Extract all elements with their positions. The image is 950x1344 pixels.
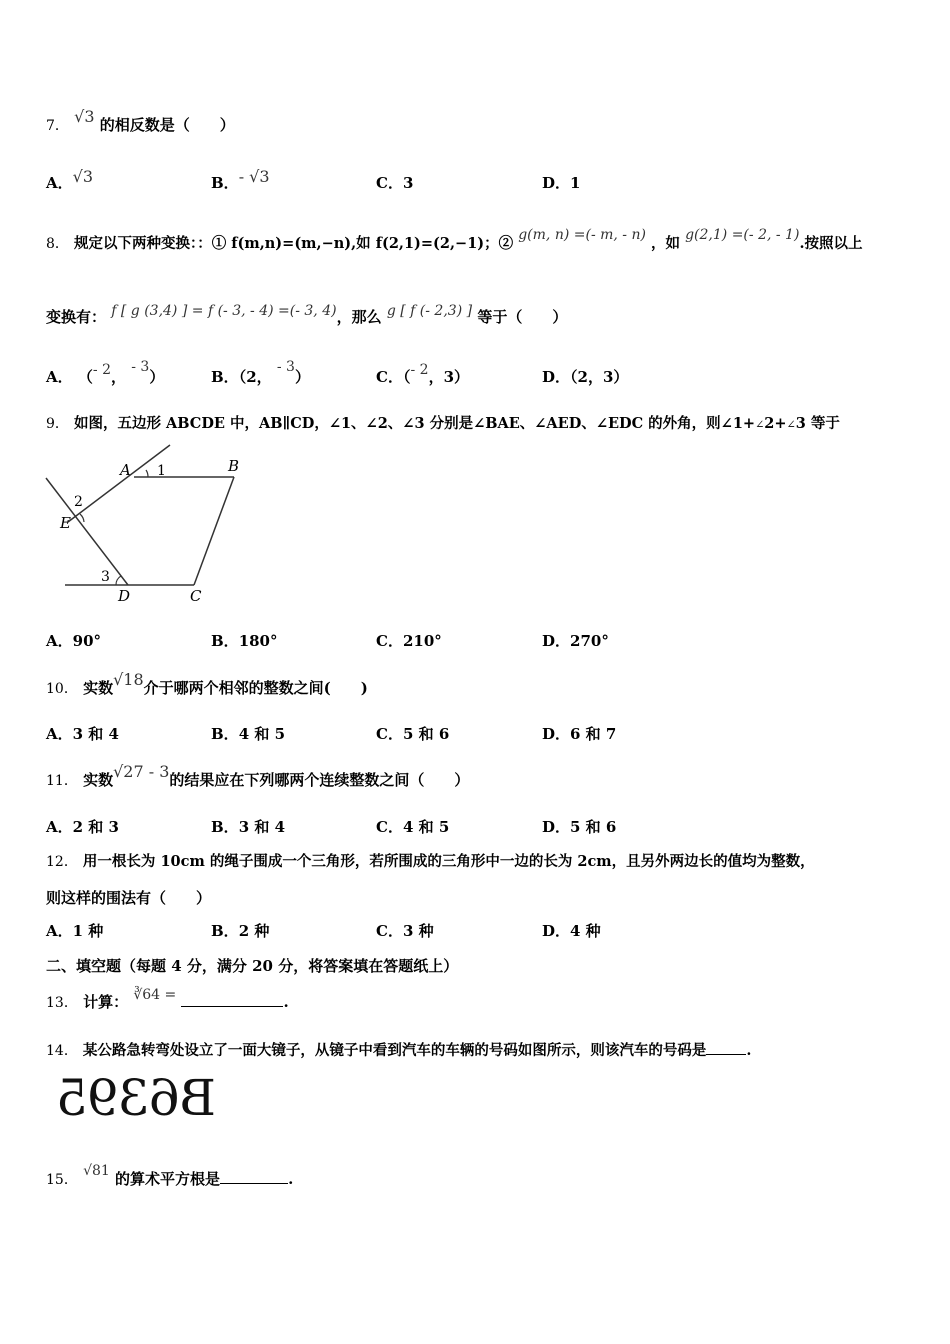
- question-text: 计算：: [83, 993, 129, 1011]
- option-label: B．: [211, 725, 239, 743]
- question-text: ∠: [786, 418, 796, 431]
- option-value: 210°: [402, 632, 442, 650]
- question-number: 8．: [46, 236, 69, 252]
- option-d: [542, 723, 616, 744]
- option-text: ，: [110, 368, 126, 386]
- question-number: 13．: [46, 995, 78, 1011]
- question-number: 12．: [46, 854, 78, 870]
- option-label: B．: [211, 818, 239, 836]
- question-number: 11．: [46, 773, 78, 789]
- question-text: 介于哪两个相邻的整数之间( ): [143, 679, 368, 697]
- option-value: 1 种: [72, 922, 104, 940]
- math-expression: √81: [83, 1163, 110, 1179]
- question-13: [46, 987, 289, 1012]
- option-a: [46, 167, 94, 193]
- question-14: [46, 1039, 751, 1060]
- option-value: 5 和 6: [570, 818, 617, 836]
- math-g-definition: g(m, n) =(- m, - n): [518, 227, 646, 243]
- option-a: [46, 920, 103, 941]
- option-b: [211, 359, 310, 387]
- option-label: B．: [211, 922, 239, 940]
- option-value: 270°: [570, 632, 609, 650]
- option-value: 3 和 4: [72, 725, 119, 743]
- question-text: 则这样的围法有（ ）: [46, 889, 212, 907]
- option-text: ）: [149, 368, 165, 386]
- question-text: 的结果应在下列哪两个连续整数之间（ ）: [169, 771, 470, 789]
- option-text: （2，: [238, 368, 272, 386]
- option-label: D．: [542, 725, 571, 743]
- question-number: 14．: [46, 1043, 78, 1059]
- option-b: [211, 723, 285, 744]
- option-label: B．: [211, 174, 239, 192]
- question-text: 某公路急转弯处设立了一面大镜子，从镜子中看到汽车的车辆的号码如图所示，则该汽车的号码是: [82, 1042, 707, 1059]
- option-label: A．: [46, 818, 73, 836]
- question-text: 3 等于: [795, 415, 840, 432]
- option-c: [376, 816, 449, 837]
- answer-blank[interactable]: [706, 1040, 746, 1055]
- angle-2-arc: [80, 514, 84, 522]
- segment-bc: [194, 477, 234, 585]
- angle-label-3: 3: [101, 569, 110, 585]
- option-text: ）: [294, 368, 310, 386]
- option-text: （2，3）: [570, 368, 629, 386]
- option-d: [542, 630, 609, 651]
- option-label: A．: [46, 174, 73, 192]
- option-value: 4 和 5: [402, 818, 450, 836]
- plate-number: B6395: [57, 1069, 216, 1127]
- question-10: [46, 670, 368, 698]
- option-text: ，3）: [428, 368, 469, 386]
- question-number: 7．: [46, 118, 69, 134]
- vertex-label-a: A: [120, 461, 131, 479]
- option-label: D．: [542, 632, 571, 650]
- answer-blank[interactable]: [220, 1169, 288, 1184]
- option-a: [46, 630, 101, 651]
- angle-label-1: 1: [157, 463, 166, 479]
- question-text: 的算术平方根是: [115, 1170, 221, 1188]
- option-value: 3 和 4: [238, 818, 286, 836]
- question-12-line2: [46, 887, 211, 908]
- option-c: [376, 920, 434, 941]
- vertex-label-e: E: [60, 514, 71, 532]
- option-value: 180°: [238, 632, 278, 650]
- option-label: C．: [376, 174, 403, 192]
- option-value: 6 和 7: [570, 725, 617, 743]
- question-text: .: [288, 1170, 294, 1188]
- option-a: [46, 359, 165, 387]
- option-value: 90°: [72, 632, 102, 650]
- question-text: 如图，五边形 ABCDE 中，AB∥CD，∠1、∠2、∠3 分别是∠BAE、∠AED、∠EDC 的外角，则∠1+: [73, 415, 756, 432]
- question-8-line1: [46, 227, 863, 253]
- option-label: C．: [376, 725, 403, 743]
- option-b: [211, 630, 278, 651]
- question-text: 2+: [764, 415, 787, 432]
- math-g-example: g(2,1) =(- 2, - 1): [685, 227, 800, 243]
- question-text: 实数: [83, 679, 114, 697]
- option-value: 2 种: [238, 922, 270, 940]
- question-number: 10．: [46, 681, 78, 697]
- option-label: C．: [376, 818, 403, 836]
- option-label: C．: [376, 922, 403, 940]
- option-c: [376, 172, 413, 193]
- option-math: - 2: [410, 362, 429, 378]
- question-text: 规定以下两种变换：：① f(m,n)=(m,−n),如 f(2,1)=(2,−1)；②: [73, 235, 514, 252]
- option-d: [542, 172, 580, 193]
- option-label: D．: [542, 368, 571, 386]
- option-value: √3: [72, 167, 94, 186]
- option-d: [542, 920, 601, 941]
- question-8-line2: [46, 303, 568, 327]
- answer-blank[interactable]: [181, 992, 283, 1007]
- option-label: D．: [542, 818, 571, 836]
- option-math: - 3: [131, 359, 150, 375]
- question-text: .按照以上: [799, 235, 863, 252]
- mirrored-plate-image: [46, 1068, 216, 1128]
- option-d: [542, 366, 628, 387]
- question-9: [46, 412, 840, 433]
- vertex-label-d: D: [118, 587, 131, 605]
- question-text: .: [283, 993, 289, 1011]
- option-value: 4 种: [570, 922, 601, 940]
- option-label: A．: [46, 632, 73, 650]
- math-expression: √3: [74, 107, 95, 126]
- option-b: [211, 167, 270, 193]
- option-b: [211, 816, 285, 837]
- math-composition: f [ g (3,4) ] = f (- 3, - 4) =(- 3, 4): [111, 303, 337, 319]
- option-label: A．: [46, 725, 73, 743]
- option-value: 1: [570, 174, 581, 192]
- option-label: D．: [542, 922, 571, 940]
- question-text: ，如: [651, 235, 681, 252]
- option-math: - 2: [92, 362, 111, 378]
- vertex-label-b: B: [228, 457, 240, 475]
- option-c: [376, 723, 449, 744]
- option-label: C．: [376, 368, 403, 386]
- question-text: ∠: [755, 418, 765, 431]
- question-number: 9．: [46, 416, 69, 432]
- angle-1-arc: [146, 470, 148, 477]
- math-expression: ∛64 =: [133, 987, 177, 1003]
- question-text: 等于（ ）: [477, 308, 568, 326]
- question-number: 15．: [46, 1172, 78, 1188]
- option-label: B．: [211, 368, 239, 386]
- question-text: ，那么: [336, 308, 382, 326]
- pentagon-figure: [40, 440, 280, 610]
- option-label: B．: [211, 632, 239, 650]
- option-d: [542, 816, 616, 837]
- question-text: 的相反数是（ ）: [99, 116, 235, 134]
- line-ea-extended: [68, 445, 170, 522]
- question-text: 变换有：: [46, 308, 107, 326]
- question-12-line1: [46, 850, 815, 871]
- option-label: A．: [46, 368, 73, 386]
- math-expression: √18: [113, 670, 144, 689]
- option-value: 2 和 3: [72, 818, 119, 836]
- option-b: [211, 920, 269, 941]
- math-query: g [ f (- 2,3) ]: [386, 303, 473, 319]
- option-label: C．: [376, 632, 403, 650]
- option-label: D．: [542, 174, 571, 192]
- question-text: 实数: [83, 771, 114, 789]
- option-c: [376, 630, 442, 651]
- option-value: 5 和 6: [402, 725, 450, 743]
- math-expression: √27 - 3: [113, 762, 170, 781]
- option-a: [46, 723, 119, 744]
- question-text: .: [746, 1042, 752, 1059]
- question-7: [46, 107, 235, 135]
- option-text: （: [77, 368, 93, 386]
- option-a: [46, 816, 119, 837]
- option-value: 3: [402, 174, 414, 192]
- option-math: - 3: [276, 359, 295, 375]
- option-text: （: [402, 368, 411, 386]
- option-value: 3 种: [402, 922, 434, 940]
- vertex-label-c: C: [190, 587, 202, 605]
- option-c: [376, 362, 469, 387]
- line-ed-extended: [46, 478, 128, 585]
- angle-3-arc: [116, 576, 121, 585]
- question-15: [46, 1163, 294, 1189]
- angle-label-2: 2: [74, 494, 83, 510]
- question-11: [46, 762, 470, 790]
- question-text: 用一根长为 10cm 的绳子围成一个三角形，若所围成的三角形中一边的长为 2cm，且另外两边长的值均为整数，: [82, 853, 815, 870]
- option-value: - √3: [238, 167, 270, 186]
- option-value: 4 和 5: [238, 725, 286, 743]
- option-label: A．: [46, 922, 73, 940]
- section-2-title: 二、填空题（每题 4 分，满分 20 分，将答案填在答题纸上）: [46, 957, 459, 975]
